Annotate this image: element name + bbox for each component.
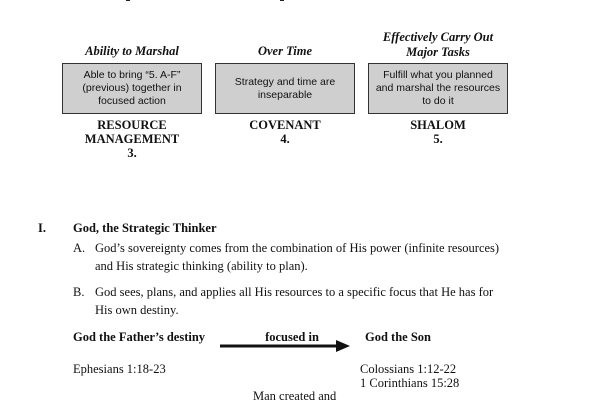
column-1-label-line-2: MANAGEMENT bbox=[84, 132, 180, 146]
item-a-line-2: and His strategic thinking (ability to plan). bbox=[95, 259, 308, 273]
column-2-label-line-2: 4. bbox=[280, 132, 290, 146]
column-2-label-line-1: COVENANT bbox=[249, 118, 321, 132]
flow-right-references bbox=[360, 362, 459, 390]
section-title: God, the Strategic Thinker bbox=[73, 221, 217, 235]
column-3-box-text: Fulfill what you planned and marshal the resources to do it bbox=[375, 69, 501, 107]
item-b-line-2: His own destiny. bbox=[95, 303, 179, 317]
flow-right-ref-2: 1 Corinthians 15:28 bbox=[360, 376, 460, 390]
column-3-heading-line-1: Effectively Carry Out bbox=[382, 30, 494, 44]
flow-right-ref-1: Colossians 1:12-22 bbox=[360, 362, 457, 376]
column-1-label bbox=[62, 118, 202, 160]
column-1-heading: Ability to Marshal bbox=[85, 44, 179, 58]
column-1-label-line-1: RESOURCE bbox=[97, 118, 167, 132]
column-3-label-line-2: 5. bbox=[433, 132, 443, 146]
item-b-text bbox=[95, 283, 605, 319]
flow-right: God the Son bbox=[365, 330, 431, 344]
column-2-label bbox=[215, 118, 355, 146]
column-1-box bbox=[62, 63, 202, 114]
column-1-box-text: Able to bring “5. A-F” (previous) together in focused action bbox=[82, 69, 182, 107]
column-3-box bbox=[368, 63, 508, 114]
item-a-text bbox=[95, 239, 605, 275]
cropped-top-marks bbox=[120, 0, 420, 4]
flow-bottom-text: Man created and bbox=[253, 389, 337, 403]
column-2-heading: Over Time bbox=[257, 44, 313, 58]
flow-left-reference: Ephesians 1:18-23 bbox=[73, 362, 166, 376]
flow-middle: focused in bbox=[265, 330, 319, 344]
column-3-heading bbox=[368, 30, 508, 60]
column-3-heading-line-2: Major Tasks bbox=[406, 45, 470, 59]
item-a-line-1: God’s sovereignty comes from the combination of His power (infinite resources) bbox=[95, 241, 500, 255]
column-2-box bbox=[215, 63, 355, 114]
column-3-label-line-1: SHALOM bbox=[410, 118, 466, 132]
column-1-label-line-3: 3. bbox=[127, 146, 137, 160]
column-3-label bbox=[368, 118, 508, 146]
item-b-letter: B. bbox=[73, 285, 85, 299]
item-b-line-1: God sees, plans, and applies all His resources to a specific focus that He has for bbox=[95, 285, 494, 299]
column-2-box-text: Strategy and time are inseparable bbox=[234, 75, 336, 101]
flow-arrow bbox=[220, 340, 350, 352]
item-a-letter: A. bbox=[73, 241, 86, 255]
section-number: I. bbox=[38, 221, 46, 235]
flow-left: God the Father’s destiny bbox=[73, 330, 206, 344]
